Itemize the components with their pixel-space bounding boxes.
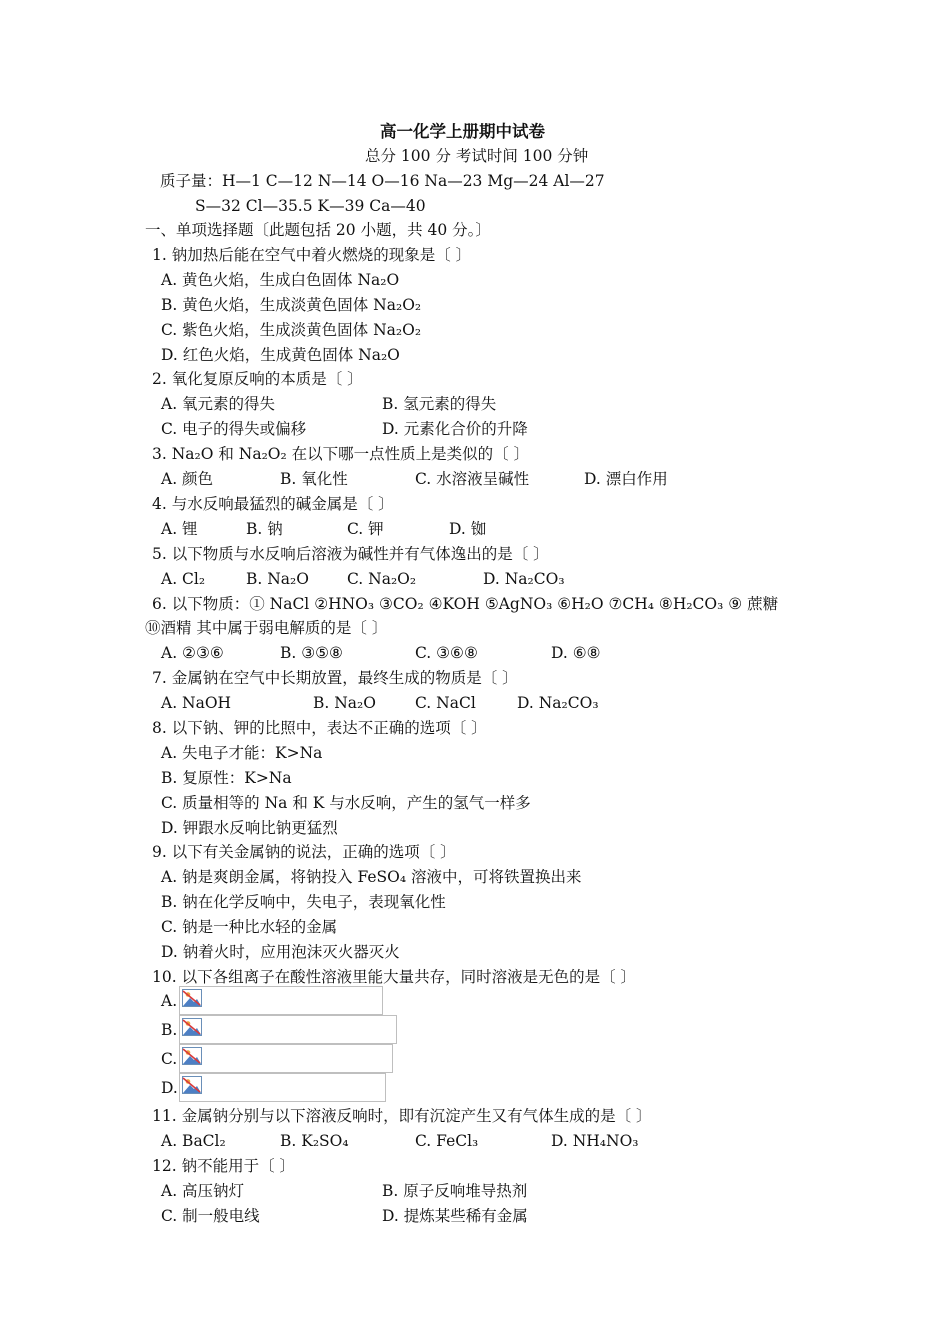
option-b-image	[179, 1015, 397, 1044]
question-stem: 7. 金属钠在空气中长期放置，最终生成的物质是〔 〕	[152, 669, 518, 687]
option-a: A.	[161, 992, 178, 1010]
exam-subtitle: 总分 100 分 考试时间 100 分钟	[365, 147, 589, 165]
broken-image-icon	[182, 1076, 202, 1094]
option-d: D. 提炼某些稀有金属	[382, 1207, 528, 1225]
option-b: B. 钠在化学反响中，失电子，表现氧化性	[161, 893, 446, 911]
question-stem: 3. Na₂O 和 Na₂O₂ 在以下哪一点性质上是类似的〔 〕	[152, 445, 530, 463]
question-stem: 1. 钠加热后能在空气中着火燃烧的现象是〔 〕	[152, 246, 472, 264]
option-b: B. 原子反响堆导热剂	[382, 1182, 528, 1200]
option-b: B. Na₂O	[313, 694, 376, 712]
option-d: D. 铷	[449, 520, 487, 538]
option-c: C. 质量相等的 Na 和 K 与水反响，产生的氢气一样多	[161, 794, 531, 812]
section-heading: 一、单项选择题〔此题包括 20 小题，共 40 分。〕	[145, 221, 491, 239]
question-stem: 2. 氧化复原反响的本质是〔 〕	[152, 370, 363, 388]
option-d: D. Na₂CO₃	[483, 570, 565, 588]
option-d: D. 红色火焰，生成黄色固体 Na₂O	[161, 346, 400, 364]
option-b: B. ③⑤⑧	[280, 644, 343, 662]
option-a: A. 氧元素的得失	[161, 395, 276, 413]
option-b: B.	[161, 1021, 178, 1039]
option-c: C. ③⑥⑧	[415, 644, 478, 662]
question-stem: 12. 钠不能用于〔 〕	[152, 1157, 296, 1175]
question-stem: 8. 以下钠、钾的比照中，表达不正确的选项〔 〕	[152, 719, 487, 737]
atomic-masses-line-2: S—32 Cl—35.5 K—39 Ca—40	[195, 197, 426, 215]
option-c-image	[179, 1044, 393, 1073]
question-stem: 10. 以下各组离子在酸性溶液里能大量共存，同时溶液是无色的是〔 〕	[152, 968, 637, 986]
option-d: D. ⑥⑧	[551, 644, 601, 662]
option-c: C. 水溶液呈碱性	[415, 470, 530, 488]
option-a: A. 黄色火焰，生成白色固体 Na₂O	[161, 271, 400, 289]
option-a: A. 钠是爽朗金属，将钠投入 FeSO₄ 溶液中，可将铁置换出来	[161, 868, 582, 886]
option-c: C. 制一般电线	[161, 1207, 260, 1225]
option-c: C. 紫色火焰，生成淡黄色固体 Na₂O₂	[161, 321, 422, 339]
option-a: A. BaCl₂	[161, 1132, 226, 1150]
option-a: A. Cl₂	[161, 570, 206, 588]
option-b: B. K₂SO₄	[280, 1132, 349, 1150]
option-c: C. 钠是一种比水轻的金属	[161, 918, 338, 936]
option-d: D. 钠着火时，应用泡沫灭火器灭火	[161, 943, 400, 961]
option-a: A. 锂	[161, 520, 198, 538]
option-c: C. 钾	[347, 520, 384, 538]
atomic-masses-line-1: 质子量：H—1 C—12 N—14 O—16 Na—23 Mg—24 Al—27	[160, 172, 605, 190]
option-d: D. 元素化合价的升降	[382, 420, 528, 438]
option-b: B. Na₂O	[246, 570, 309, 588]
option-a: A. 失电子才能：K>Na	[161, 744, 323, 762]
option-c: C. NaCl	[415, 694, 476, 712]
option-d-image	[179, 1073, 386, 1102]
option-d: D. NH₄NO₃	[551, 1132, 639, 1150]
option-d: D. 漂白作用	[584, 470, 668, 488]
option-b: B. 氢元素的得失	[382, 395, 497, 413]
option-a: A. 颜色	[161, 470, 214, 488]
option-c: C. FeCl₃	[415, 1132, 479, 1150]
option-a: A. 高压钠灯	[161, 1182, 245, 1200]
question-stem: 11. 金属钠分别与以下溶液反响时，即有沉淀产生又有气体生成的是〔 〕	[152, 1107, 652, 1125]
option-d: D.	[161, 1079, 178, 1097]
question-stem-continued: ⑩酒精 其中属于弱电解质的是〔 〕	[145, 619, 388, 637]
option-c: C. Na₂O₂	[347, 570, 417, 588]
option-b: B. 黄色火焰，生成淡黄色固体 Na₂O₂	[161, 296, 422, 314]
question-stem: 9. 以下有关金属钠的说法，正确的选项〔 〕	[152, 843, 456, 861]
option-a: A. NaOH	[161, 694, 232, 712]
option-a: A. ②③⑥	[161, 644, 224, 662]
broken-image-icon	[182, 989, 202, 1007]
option-c: C. 电子的得失或偏移	[161, 420, 307, 438]
page-title: 高一化学上册期中试卷	[380, 122, 545, 141]
broken-image-icon	[182, 1047, 202, 1065]
option-d: D. 钾跟水反响比钠更猛烈	[161, 819, 338, 837]
broken-image-icon	[182, 1018, 202, 1036]
option-b: B. 氧化性	[280, 470, 348, 488]
question-stem: 4. 与水反响最猛烈的碱金属是〔 〕	[152, 495, 394, 513]
option-c: C.	[161, 1050, 178, 1068]
option-b: B. 钠	[246, 520, 283, 538]
option-b: B. 复原性：K>Na	[161, 769, 292, 787]
option-d: D. Na₂CO₃	[517, 694, 599, 712]
question-stem: 5. 以下物质与水反响后溶液为碱性并有气体逸出的是〔 〕	[152, 545, 549, 563]
question-stem: 6. 以下物质：① NaCl ②HNO₃ ③CO₂ ④KOH ⑤AgNO₃ ⑥H₂O ⑦CH₄ ⑧H₂CO₃ ⑨ 蔗糖	[152, 595, 779, 613]
option-a-image	[179, 986, 383, 1015]
